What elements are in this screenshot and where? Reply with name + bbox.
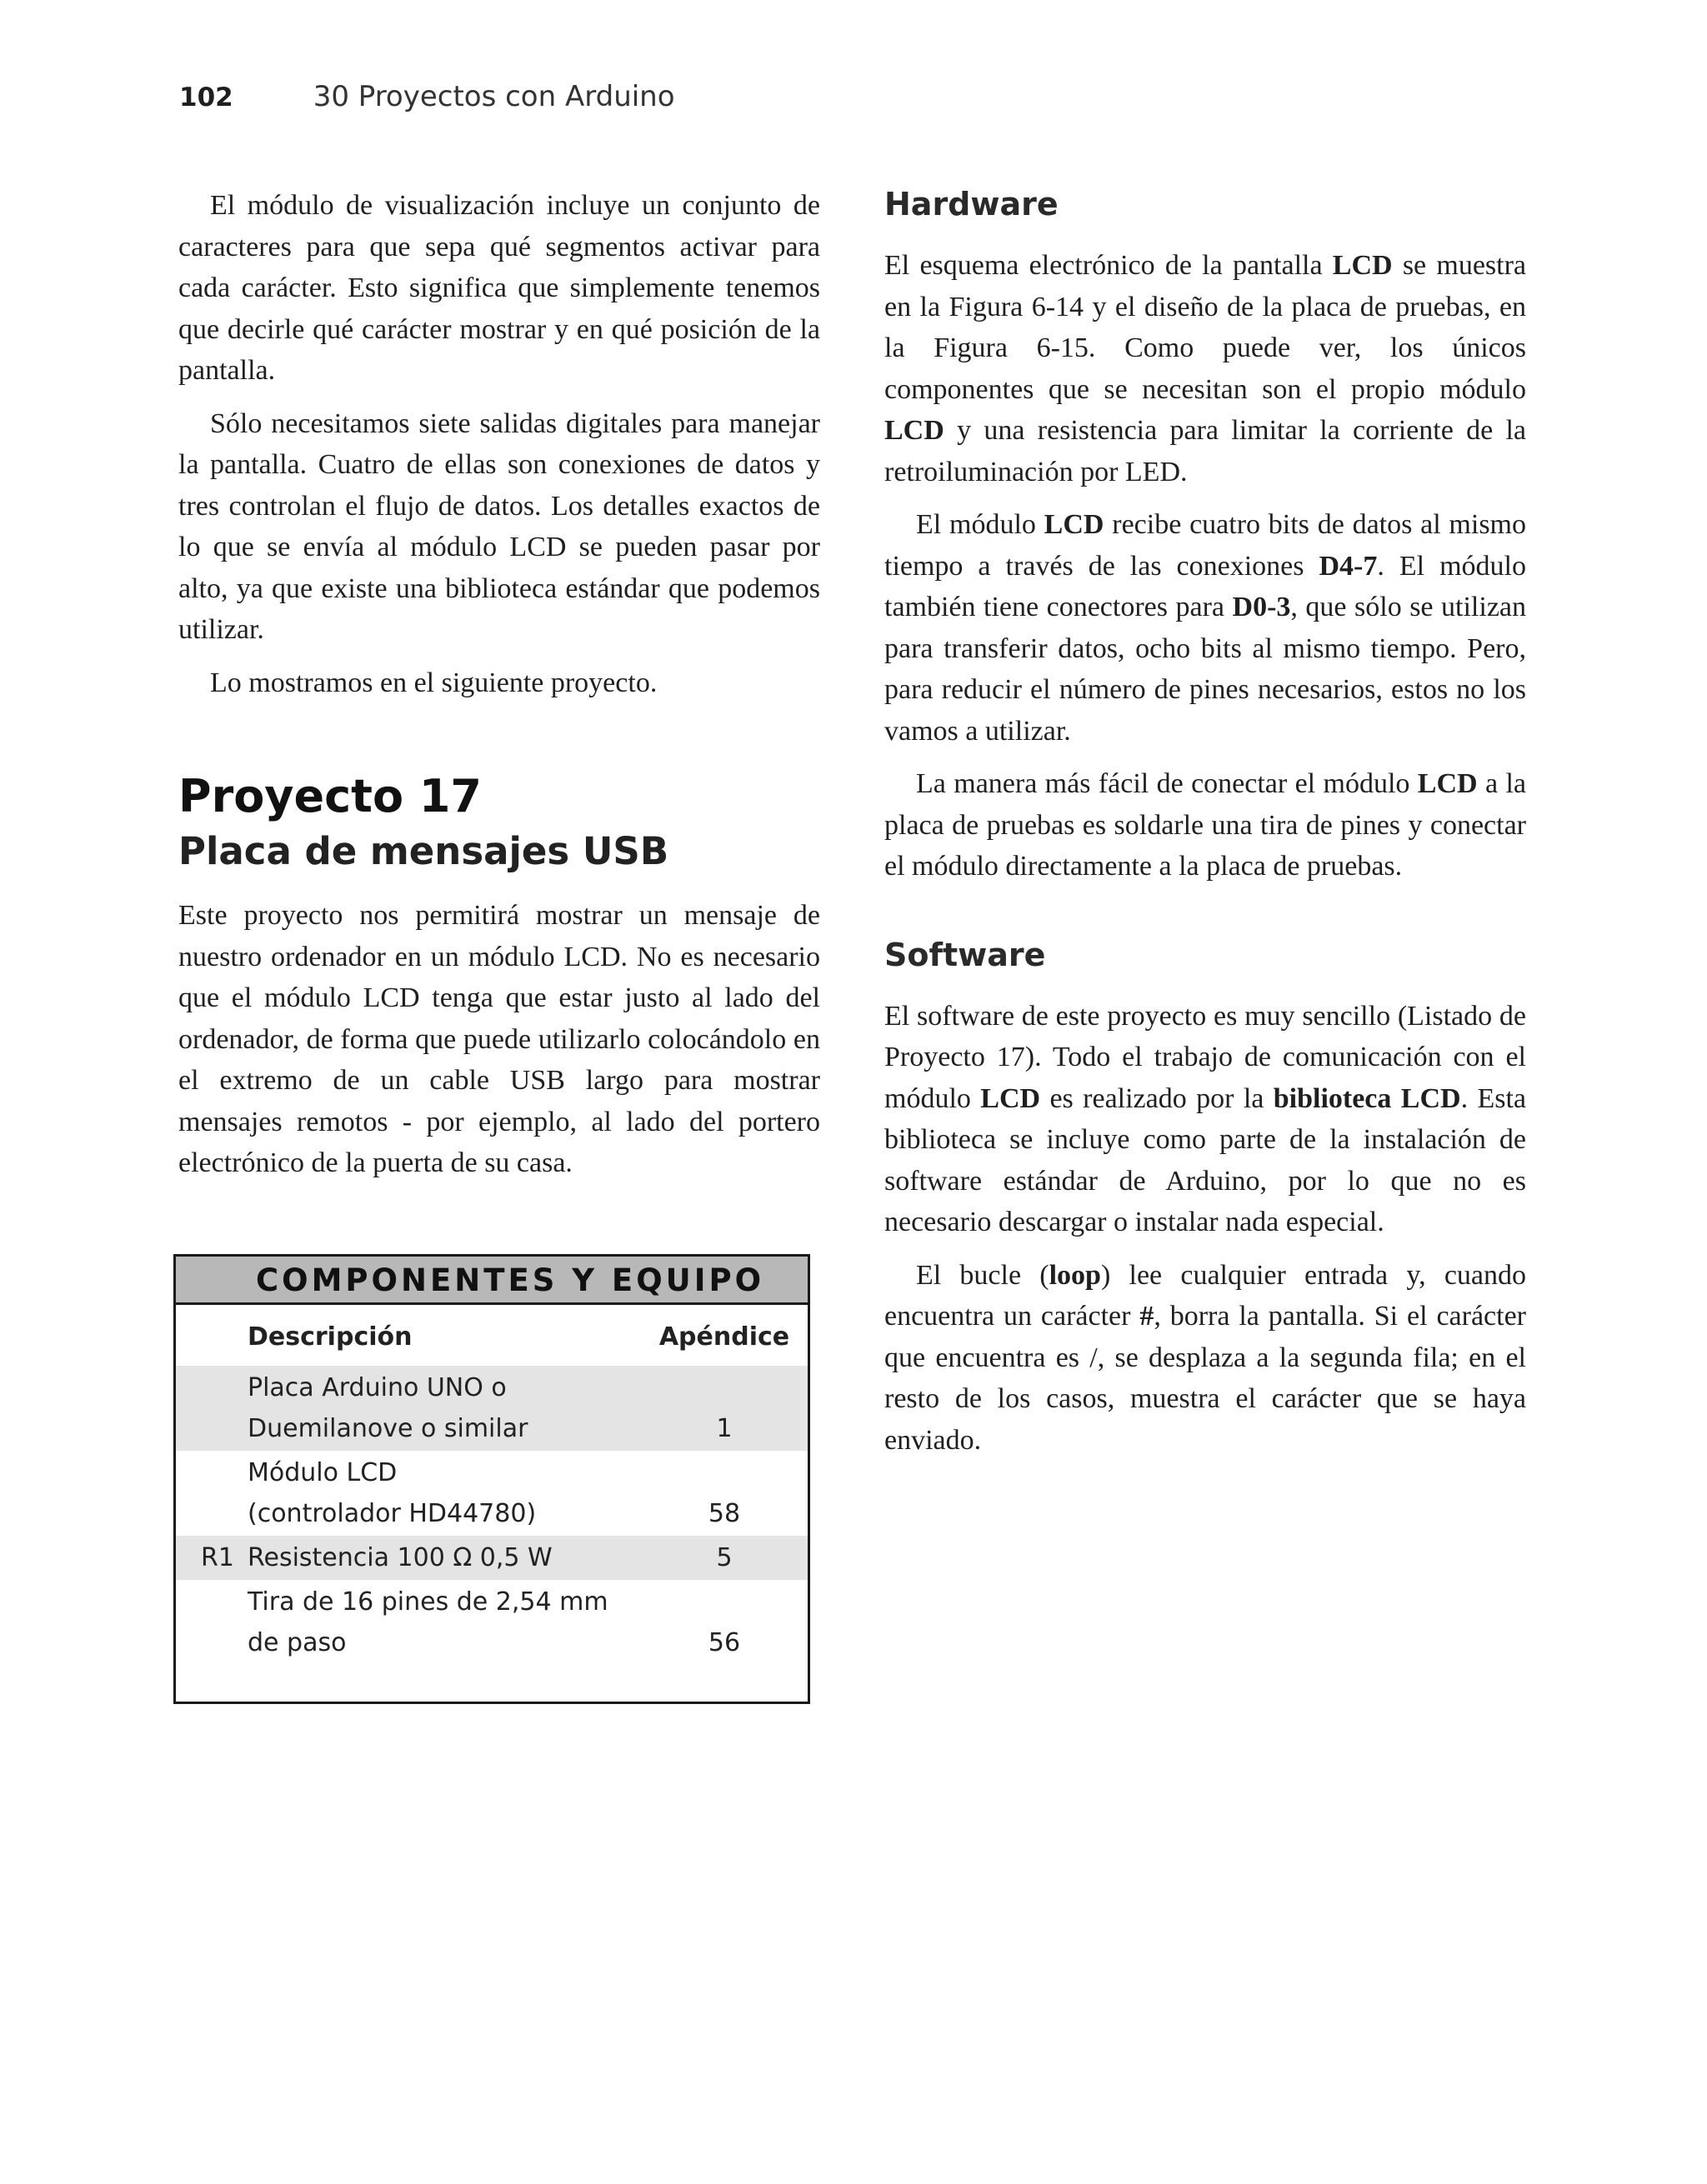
description-cell: Tira de 16 pines de 2,54 mm de paso: [248, 1587, 608, 1657]
body-paragraph: El esquema electrónico de la pantalla LCD se muestra en la Figura 6-14 y el diseño de la placa de pruebas, en la Figura 6-15. Como puede ver, los únicos componentes que se necesitan son el propio módulo LCD y una resistencia para limitar la corriente de la retroiluminación por LED.: [884, 250, 1526, 487]
appendix-cell: 56: [708, 1628, 741, 1657]
page-number: 102: [179, 82, 233, 112]
left-column: [178, 185, 820, 1196]
appendix-cell: 5: [641, 1536, 808, 1580]
body-paragraph: Lo mostramos en el siguiente proyecto.: [210, 667, 658, 698]
body-paragraph: El bucle (loop) lee cualquier entrada y, cuando encuentra un carácter #, borra la pantalla. Si el carácter que encuentra es /, se desplaza a la segunda fila; en el resto de los casos, muestra el carácter que se haya enviado.: [884, 1259, 1527, 1456]
section-heading-hardware: Hardware: [884, 186, 1059, 222]
body-paragraph: El software de este proyecto es muy sencillo (Listado de Proyecto 17). Todo el trabajo de comunicación con el módulo LCD es realizado por la biblioteca LCD. Esta biblioteca se incluye como parte de la instalación de software estándar de Arduino, por lo que no es necesario descargar o instalar nada especial.: [884, 1000, 1526, 1237]
section-heading-software: Software: [884, 936, 1046, 973]
table-header-row: [176, 1315, 808, 1366]
table-row: [176, 1366, 808, 1451]
column-header-appendix: Apéndice: [658, 1322, 790, 1352]
components-box: [173, 1254, 810, 1704]
ref-cell: [176, 1580, 248, 1665]
ref-cell: [176, 1451, 248, 1536]
table-row: [176, 1536, 808, 1580]
table-row: [176, 1580, 808, 1665]
body-paragraph: El módulo LCD recibe cuatro bits de datos al mismo tiempo a través de las conexiones D4-7. El módulo también tiene conectores para D0-3, que sólo se utilizan para transferir datos, ocho bits al mismo tiempo. Pero, para reducir el número de pines necesarios, estos no los vamos a utilizar.: [884, 509, 1527, 747]
body-paragraph: La manera más fácil de conectar el módulo LCD a la placa de pruebas es soldarle una tira de pines y conectar el módulo directamente a la placa de pruebas.: [884, 768, 1526, 882]
project-subtitle: Placa de mensajes USB: [178, 829, 669, 873]
description-cell: Resistencia 100 Ω 0,5 W: [248, 1536, 641, 1580]
components-table: [176, 1315, 808, 1665]
running-title: 30 Proyectos con Arduino: [313, 80, 675, 113]
description-cell: Placa Arduino UNO o Duemilanove o similar: [248, 1366, 641, 1451]
page-header: [179, 80, 675, 113]
body-paragraph: Sólo necesitamos siete salidas digitales para manejar la pantalla. Cuatro de ellas son conexiones de datos y tres controlan el flujo de datos. Los detalles exactos de lo que se envía al módulo LCD se pueden pasar por alto, ya que existe una biblioteca estándar que podemos utilizar.: [178, 407, 820, 645]
description-cell: Módulo LCD (controlador HD44780): [248, 1458, 537, 1528]
body-paragraph: El módulo de visualización incluye un conjunto de caracteres para que sepa qué segmentos activar para cada carácter. Esto significa que simplemente tenemos que decirle qué carácter mostrar y en qué posición de la pantalla.: [178, 190, 820, 386]
project-title: Proyecto 17: [178, 770, 482, 822]
components-title: COMPONENTES Y EQUIPO: [176, 1257, 808, 1305]
project-intro: Este proyecto nos permitirá mostrar un mensaje de nuestro ordenador en un módulo LCD. No es necesario que el módulo LCD tenga que estar justo al lado del ordenador, de forma que puede utilizarlo colocándolo en el extremo de un cable USB largo para mostrar mensajes remotos - por ejemplo, al lado del portero electrónico de la puerta de su casa.: [178, 900, 820, 1178]
appendix-cell: 58: [708, 1499, 741, 1528]
right-column: [884, 185, 1526, 1472]
ref-cell: R1: [176, 1536, 248, 1580]
ref-cell: [176, 1366, 248, 1451]
column-header-description: Descripción: [248, 1322, 413, 1352]
appendix-cell: 1: [641, 1366, 808, 1451]
table-row: [176, 1451, 808, 1536]
